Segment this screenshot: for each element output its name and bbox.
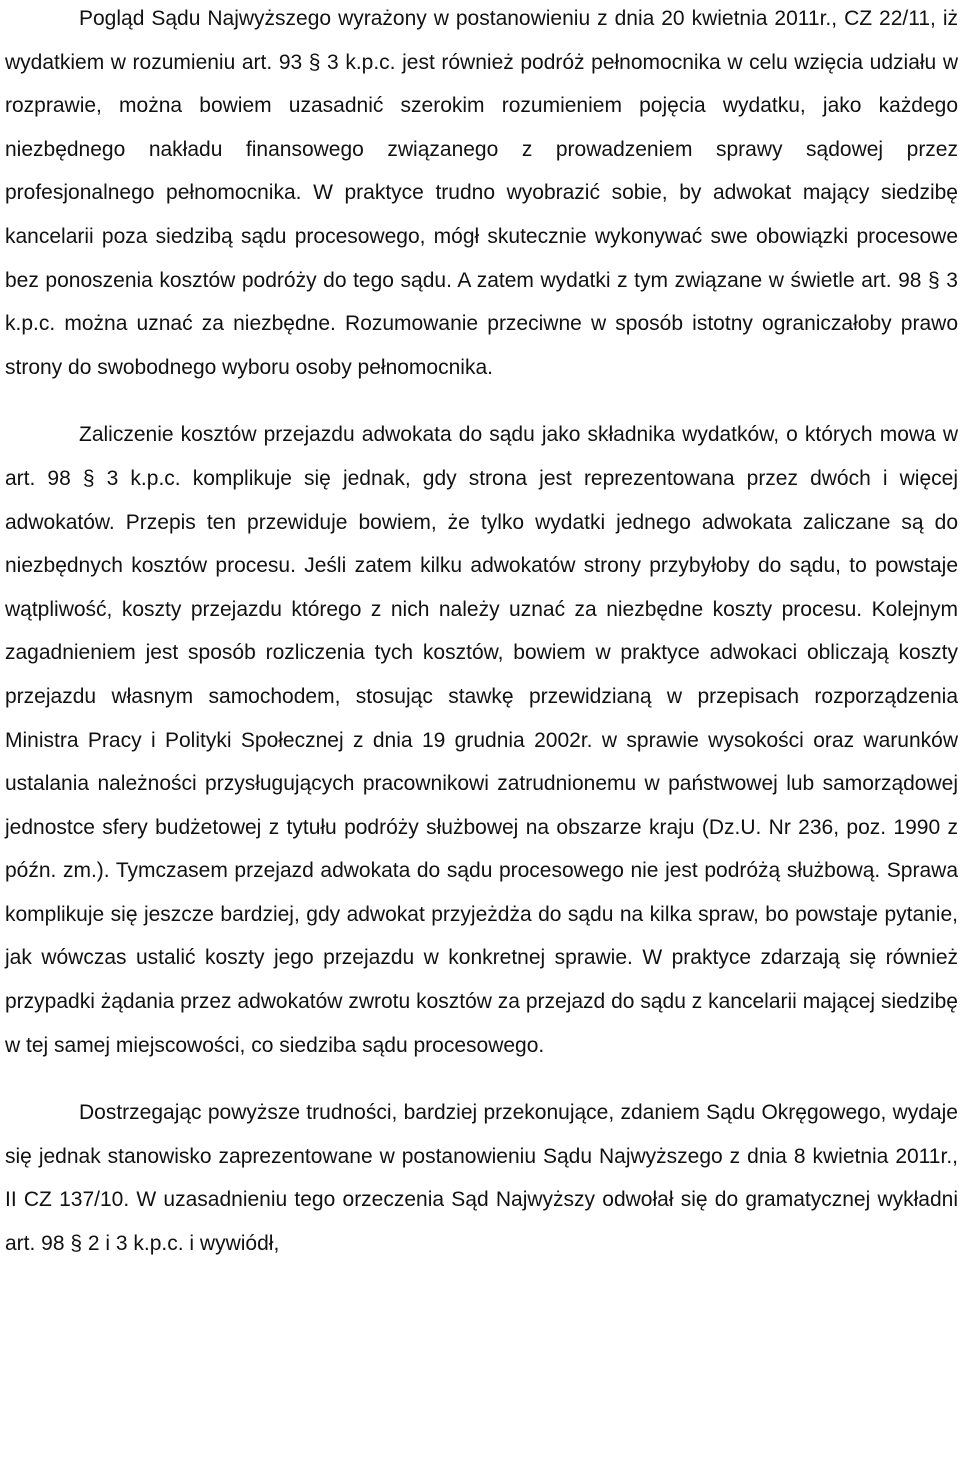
- paragraph-2: Zaliczenie kosztów przejazdu adwokata do sądu jako składnika wydatków, o których mowa w art. 98 § 3 k.p.c. komplikuje się jednak, gdy strona jest reprezentowana przez dwóch i więcej adwokatów. Przepis ten przewiduje bowiem, że tylko wydatki jednego adwokata zaliczane są do niezbędnych kosztów procesu. Jeśli zatem kilku adwokatów strony przybyłoby do sądu, to powstaje wątpliwość, koszty przejazdu którego z nich należy uznać za niezbędne koszty procesu. Kolejnym zagadnieniem jest sposób rozliczenia tych kosztów, bowiem w praktyce adwokaci obliczają koszty przejazdu własnym samochodem, stosując stawkę przewidzianą w przepisach rozporządzenia Ministra Pracy i Polityki Społecznej z dnia 19 grudnia 2002r. w sprawie wysokości oraz warunków ustalania należności przysługujących pracownikowi zatrudnionemu w państwowej lub samorządowej jednostce sfery budżetowej z tytułu podróży służbowej na obszarze kraju (Dz.U. Nr 236, poz. 1990 z późn. zm.). Tymczasem przejazd adwokata do sądu procesowego nie jest podróżą służbową. Sprawa komplikuje się jeszcze bardziej, gdy adwokat przyjeżdża do sądu na kilka spraw, bo powstaje pytanie, jak wówczas ustalić koszty jego przejazdu w konkretnej sprawie. W praktyce zdarzają się również przypadki żądania przez adwokatów zwrotu kosztów za przejazd do sądu z kancelarii mającej siedzibę w tej samej miejscowości, co siedziba sądu procesowego.: [5, 423, 958, 1057]
- paragraph-1: Pogląd Sądu Najwyższego wyrażony w postanowieniu z dnia 20 kwietnia 2011r., CZ 22/11, iż wydatkiem w rozumieniu art. 93 § 3 k.p.c. jest również podróż pełnomocnika w celu wzięcia udziału w rozprawie, można bowiem uzasadnić szerokim rozumieniem pojęcia wydatku, jako każdego niezbędnego nakładu finansowego związanego z prowadzeniem sprawy sądowej przez profesjonalnego pełnomocnika. W praktyce trudno wyobrazić sobie, by adwokat mający siedzibę kancelarii poza siedzibą sądu procesowego, mógł skutecznie wykonywać swe obowiązki procesowe bez ponoszenia kosztów podróży do tego sądu. A zatem wydatki z tym związane w świetle art. 98 § 3 k.p.c. można uznać za niezbędne. Rozumowanie przeciwne w sposób istotny ograniczałoby prawo strony do swobodnego wyboru osoby pełnomocnika.: [5, 7, 958, 379]
- paragraph-3: Dostrzegając powyższe trudności, bardziej przekonujące, zdaniem Sądu Okręgowego, wydaje się jednak stanowisko zaprezentowane w postanowieniu Sądu Najwyższego z dnia 8 kwietnia 2011r., II CZ 137/10. W uzasadnieniu tego orzeczenia Sąd Najwyższy odwołał się do gramatycznej wykładni art. 98 § 2 i 3 k.p.c. i wywiódł,: [5, 1101, 958, 1256]
